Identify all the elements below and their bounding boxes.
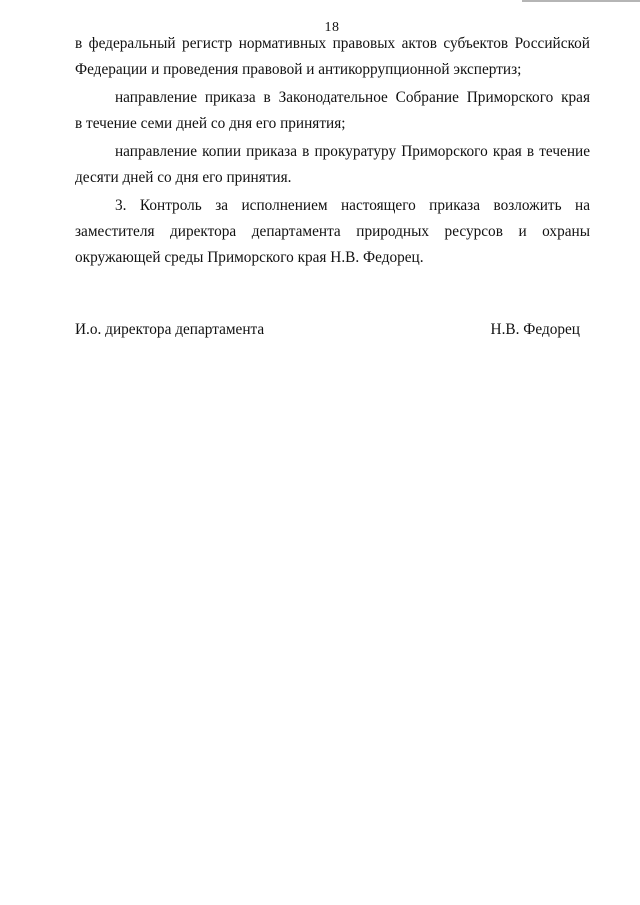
paragraph-control xyxy=(75,193,590,271)
text-line: в федеральный регистр нормативных правовых актов субъектов Российской xyxy=(75,35,590,52)
paragraph-prosecutor xyxy=(75,139,590,191)
text-line: окружающей среды Приморского края Н.В. Федорец. xyxy=(75,249,424,266)
signatory-name: Н.В. Федорец xyxy=(490,321,580,338)
text-line: направление копии приказа в прокуратуру Приморского края в течение xyxy=(115,143,590,160)
page-number: 18 xyxy=(324,20,340,35)
text-line: 3. Контроль за исполнением настоящего приказа возложить на xyxy=(115,197,590,214)
paragraph-register xyxy=(75,31,590,83)
paragraph-assembly xyxy=(75,85,590,137)
scan-edge-mark xyxy=(522,0,640,2)
signatory-position: И.о. директора департамента xyxy=(75,321,265,338)
text-line: десяти дней со дня его принятия. xyxy=(75,169,292,186)
text-line: заместителя директора департамента природных ресурсов и охраны xyxy=(75,223,590,240)
signature-block xyxy=(75,317,580,343)
text-line: Федерации и проведения правовой и антикоррупционной экспертиз; xyxy=(75,61,522,78)
text-line: в течение семи дней со дня его принятия; xyxy=(75,115,346,132)
document-body xyxy=(75,31,590,271)
text-line: направление приказа в Законодательное Собрание Приморского края xyxy=(115,89,590,106)
